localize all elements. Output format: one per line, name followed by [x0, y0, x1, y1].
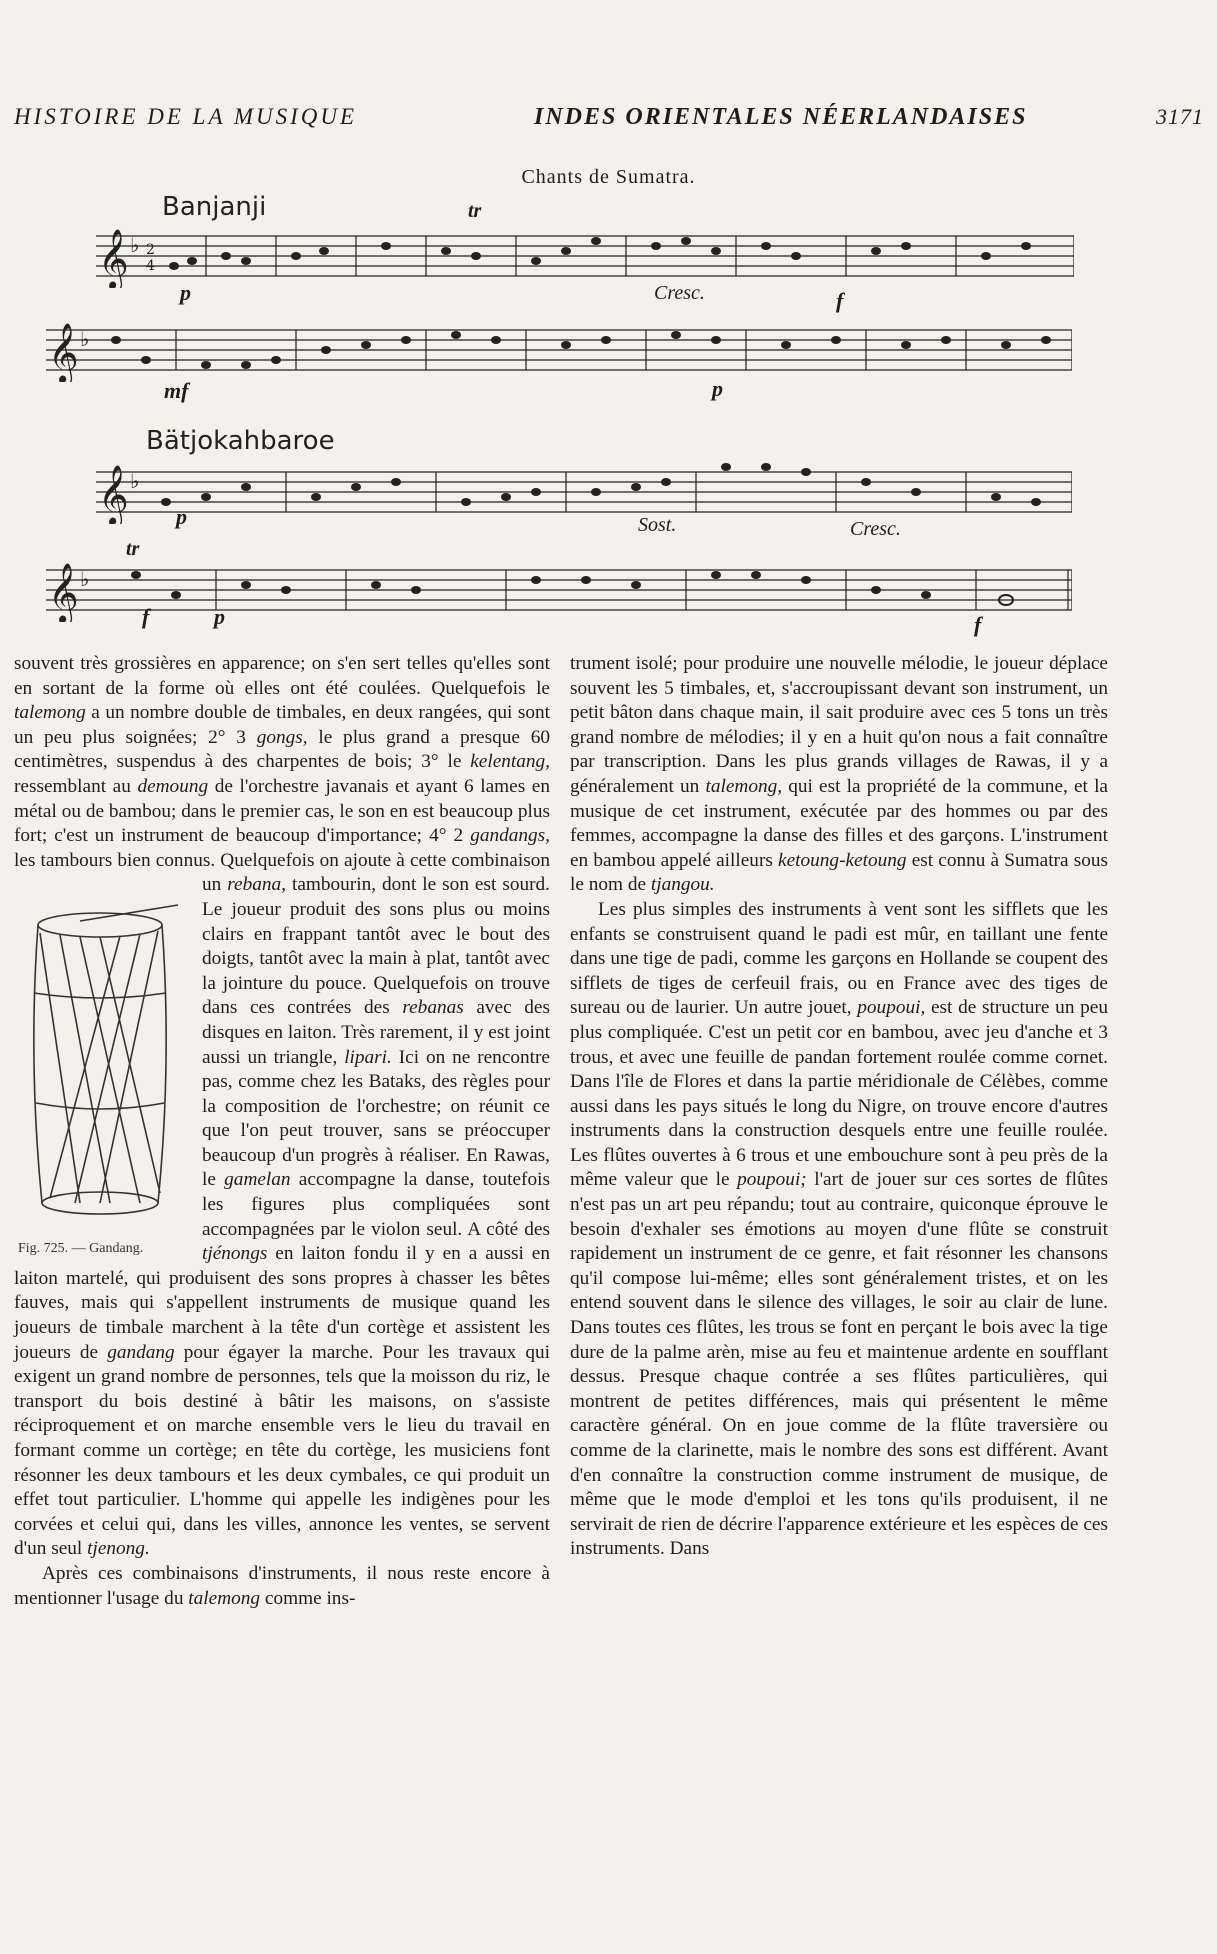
dynamic-f-3: f	[974, 612, 982, 637]
term: kelentang,	[470, 751, 550, 773]
song-title-batjokahbaroe: Bätjokahbaroe	[146, 426, 335, 456]
dynamic-f-2: f	[142, 604, 150, 629]
svg-text:♭: ♭	[80, 569, 90, 591]
dynamic-p-4: p	[214, 604, 225, 629]
running-header	[14, 104, 1204, 138]
figure-caption: Fig. 725. — Gandang.	[18, 1240, 144, 1256]
song-title-banjanji: Banjanji	[162, 192, 267, 222]
right-text-column	[570, 652, 1108, 1562]
gandang-drum-illustration	[20, 903, 182, 1233]
text-run: est connu à Sumatra sous le nom de	[570, 849, 1108, 896]
text-run: accompagne la danse, toutefois les figures plus compliquées sont accompagnées par le violon seul. A côté des	[202, 1169, 550, 1240]
text-run: comme ins-	[260, 1587, 356, 1609]
left-text-column	[14, 652, 550, 1611]
text-run: Les plus simples des instruments à vent sont les sifflets que les enfants se construisent quand le padi est mûr, en taillant une fente dans une tige de padi, comme les garçons en Hollande se coupent des sifflets de tiges de cerfeuil frais, ou en France avec des tiges de sureau ou de laurier. Un autre jouet,	[570, 898, 1108, 1019]
dynamic-p: p	[180, 280, 191, 305]
term: tjangou.	[650, 874, 715, 896]
trill-mark: tr	[468, 200, 482, 222]
sost-mark: Sost.	[638, 514, 677, 536]
text-run: avec des disques en laiton. Très rarement, il y est joint aussi un triangle,	[202, 997, 550, 1068]
svg-text:2: 2	[146, 242, 155, 258]
cresc-mark-2: Cresc.	[850, 518, 901, 540]
page-number: 3171	[1156, 104, 1204, 129]
text-run: est de structure un peu plus compliquée. C'est un petit cor en bambou, avec jeu d'anche et 3 trous, et avec une feuille de pandan fortement roulée comme cornet. Dans l'île de Flores et dans la partie méridionale de Célèbes, comme aussi dans les pays situés le long du Nigre, on trouve encore d'autres instruments dans la construction desquels entre une feuille roulée. Les flûtes ouvertes à 6 trous et une embouchure sont à peu près de la même valeur que le	[570, 997, 1108, 1191]
text-run: l'art de jouer sur ces sortes de flûtes n'est pas un art peu répandu; tout au contraire, quiconque éprouve le besoin d'exhaler ses émotions au moyen d'une flûte se construit rapidement un instrument de ce genre, et fait résonner les chansons qu'il compose lui-même; elles sont généralement tristes, et on les entend souvent dans le silence des villages, le soir au clair de lune. Dans toutes ces flûtes, les trous se font en perçant le bois avec la tige dure de la palme arèn, mise au feu et maintenue ardente en soufflant dessus. Presque chaque contrée a ses flûtes particulières, qui montrent de petites différences, mais qui présentent le même caractère général. On en joue comme de la flûte traversière ou comme de la clarinette, mais le nombre des sons est différent. Avant d'en connaître la construction comme instrument de musique, de même que le mode d'emploi et les tons qu'ils produisent, il ne servirait de rien de décrire l'apparence extérieure et les espèces de ces instruments. Dans	[570, 1169, 1108, 1560]
term: demoung	[137, 775, 209, 797]
header-book-title: HISTOIRE DE LA MUSIQUE	[14, 104, 358, 129]
svg-text:𝄞: 𝄞	[48, 563, 79, 622]
dynamic-p-2: p	[712, 376, 723, 401]
left-paragraph-2	[14, 1562, 550, 1611]
header-section-title: INDES ORIENTALES NÉERLANDAISES	[534, 104, 1028, 130]
term: tjenong.	[87, 1538, 150, 1560]
svg-text:♭: ♭	[130, 471, 140, 493]
music-caption: Chants de Sumatra.	[521, 166, 696, 188]
dynamic-mf: mf	[164, 378, 189, 403]
text-run: les tambours bien connus. Quelquefois on ajoute à cette combinaison un	[14, 849, 550, 896]
text-run: a un nombre double de timbales, en deux rangées, qui sont un peu plus soignées; 2° 3	[14, 702, 550, 748]
text-run: Après ces combinaisons d'instruments, il nous reste encore à mentionner l'usage du	[14, 1562, 550, 1609]
gandang-figure	[14, 877, 192, 1265]
cresc-mark: Cresc.	[654, 282, 705, 304]
right-paragraph-2	[570, 898, 1108, 1562]
term: gongs,	[256, 726, 308, 748]
trill-mark-2: tr	[126, 538, 140, 560]
term: rebanas	[402, 997, 464, 1019]
text-run: Ici on ne rencontre pas, comme chez les Bataks, des règles pour la composition de l'orchestre; on réunit ce que l'on peut trouver, sans se préoccuper beaucoup d'un progrès à réaliser. En Rawas, le	[202, 1046, 550, 1191]
svg-text:♭: ♭	[80, 329, 90, 351]
music-staff-2	[46, 320, 1072, 382]
term: lipari.	[344, 1046, 392, 1068]
term: talemong	[14, 702, 86, 724]
term: gandang	[107, 1341, 175, 1363]
text-run: tambourin, dont le son est sourd. Le joueur produit des sons plus ou moins clairs en frappant tantôt avec le bout des doigts, tantôt avec la main à plat, tantôt avec la jointure du pouce. Quelquefois on trouve dans ces contrées des	[202, 874, 550, 1019]
svg-text:♭: ♭	[130, 235, 140, 257]
term: talemong,	[705, 775, 783, 797]
term: tjénongs	[202, 1243, 268, 1265]
term: ketoung-ketoung	[778, 849, 907, 871]
svg-text:𝄞: 𝄞	[48, 323, 79, 382]
svg-text:𝄞: 𝄞	[98, 465, 129, 524]
music-staff-3	[96, 462, 1072, 524]
term: rebana,	[227, 874, 286, 896]
term: gandangs,	[470, 825, 550, 847]
text-run: de l'orchestre javanais et ayant 6 lames en métal ou de bambou; dans le premier cas, le son en est beaucoup plus fort; c'est un instrument de beaucoup d'importance; 4° 2	[14, 775, 551, 847]
music-staff-4	[46, 560, 1072, 622]
right-paragraph-1	[570, 652, 1108, 898]
text-run: trument isolé; pour produire une nouvelle mélodie, le joueur déplace souvent les 5 timbales, et, s'accroupissant devant son instrument, un petit bâton dans chaque main, il sait produire avec ces 5 tons un très grand nombre de mélodies; il y en a huit qu'on nous a fait connaître par transcription. Dans les plus grands villages de Rawas, il y a généralement un	[570, 653, 1108, 797]
term: talemong	[188, 1587, 261, 1609]
text-run: qui est la propriété de la commune, et la musique de cet instrument, exécutée par des hommes ou par des femmes, accompagne la danse des filles et des garçons. L'instrument en bambou appelé ailleurs	[570, 775, 1108, 871]
music-staff-1	[96, 226, 1074, 288]
left-paragraph-1	[14, 652, 550, 1562]
text-run: le plus grand a presque 60 centimètres, suspendus à des charpentes de bois; 3° le	[14, 726, 551, 773]
svg-text:𝄞: 𝄞	[98, 229, 129, 288]
text-run: souvent très grossières en apparence; on s'en sert telles qu'elles sont en sortant de la forme où elles ont été coulées. Quelquefois le	[14, 653, 550, 699]
term: poupoui;	[737, 1169, 807, 1191]
svg-text:4: 4	[146, 258, 155, 274]
text-run: pour égayer la marche. Pour les travaux qui exigent un grand nombre de personnes, tels que la moisson du riz, le transport du bois destiné à bâtir les maisons, on s'assiste réciproquement et on marche ensemble vers le lieu du travail en formant comme un cortège; en tête du cortège, les musiciens font résonner les deux tambours et les deux cymbales, ce qui produit un effet tout particulier. L'homme qui appelle les indigènes pour les corvées et celui qui, dans les villes, annonce les ventes, se servent d'un seul	[14, 1341, 551, 1560]
dynamic-f: f	[836, 288, 844, 313]
dynamic-p-3: p	[176, 504, 187, 529]
term: poupoui,	[857, 997, 926, 1019]
text-run: en laiton fondu il y en a aussi en laiton martelé, qui produisent des sons propres à chasser les bêtes fauves, mais qui s'appellent instruments de musique quand les joueurs de timbale marchent à la tête d'un cortège et assistent les joueurs de	[14, 1243, 550, 1363]
term: gamelan	[224, 1169, 291, 1191]
text-run: ressemblant au	[14, 775, 138, 797]
